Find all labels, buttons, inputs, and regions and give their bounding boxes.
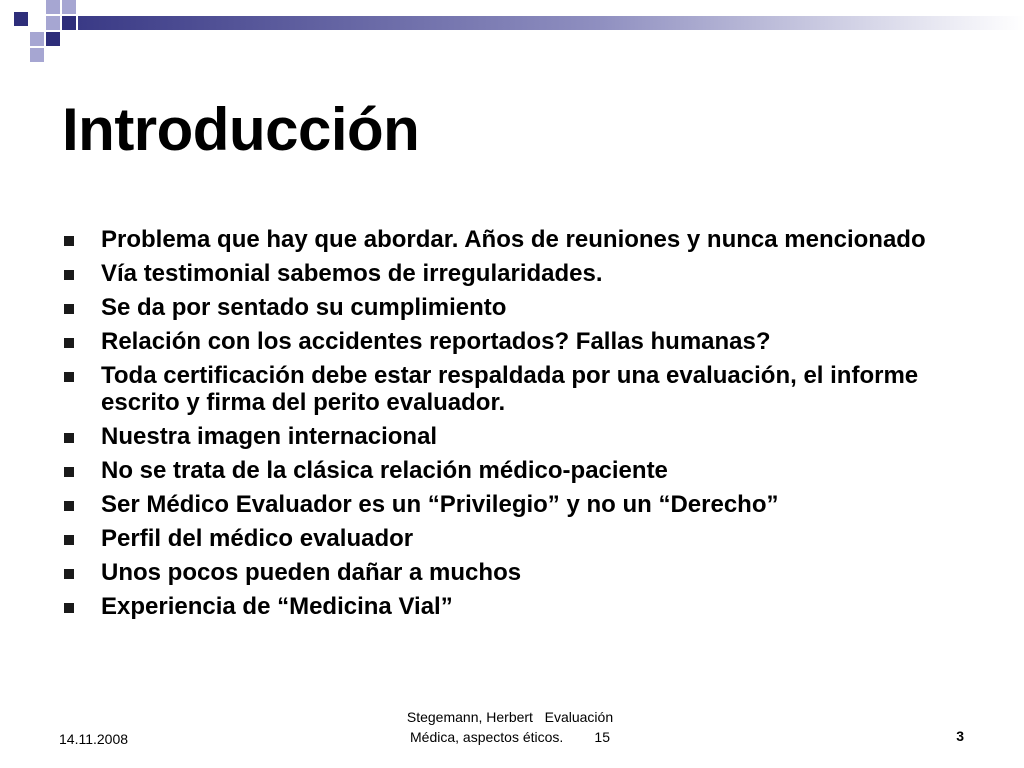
bullet-text: Vía testimonial sabemos de irregularidades. bbox=[101, 260, 603, 287]
square-bullet-icon bbox=[64, 603, 74, 613]
bullet-text: Unos pocos pueden dañar a muchos bbox=[101, 559, 522, 586]
footer-line-2: Médica, aspectos éticos. 15 bbox=[410, 729, 610, 745]
footer-date: 14.11.2008 bbox=[59, 731, 129, 747]
bullet-item bbox=[62, 260, 972, 287]
square-bullet-icon bbox=[64, 338, 74, 348]
square-bullet-icon bbox=[64, 236, 74, 246]
bullet-item bbox=[62, 457, 972, 484]
square-bullet-icon bbox=[64, 501, 74, 511]
footer-line-1: Stegemann, Herbert Evaluación bbox=[406, 709, 614, 725]
bullet-item bbox=[62, 226, 972, 253]
header-decoration-graphic bbox=[0, 0, 1024, 64]
bullet-text: Ser Médico Evaluador es un “Privilegio” y no un “Derecho” bbox=[101, 491, 779, 518]
header-decoration bbox=[0, 0, 1024, 64]
bullet-text: Relación con los accidentes reportados? Fallas humanas? bbox=[101, 328, 771, 355]
bullet-item bbox=[62, 525, 972, 552]
bullet-text: Nuestra imagen internacional bbox=[101, 423, 438, 450]
bullet-item bbox=[62, 328, 972, 355]
bullet-text: No se trata de la clásica relación médico-paciente bbox=[101, 457, 668, 484]
bullet-item bbox=[62, 559, 972, 586]
bullet-text: Perfil del médico evaluador bbox=[101, 525, 414, 552]
bullet-item bbox=[62, 362, 972, 416]
square-bullet-icon bbox=[64, 372, 74, 382]
square-bullet-icon bbox=[64, 569, 74, 579]
bullet-list bbox=[62, 226, 972, 627]
square-bullet-icon bbox=[64, 304, 74, 314]
bullet-item bbox=[62, 491, 972, 518]
slide-title: Introducción bbox=[62, 96, 420, 163]
square-bullet-icon bbox=[64, 467, 74, 477]
footer-author-title bbox=[350, 707, 670, 747]
bullet-item bbox=[62, 423, 972, 450]
square-bullet-icon bbox=[64, 535, 74, 545]
page-number: 3 bbox=[956, 728, 964, 744]
bullet-text: Toda certificación debe estar respaldada por una evaluación, el informe escrito y firma del perito evaluador. bbox=[101, 362, 919, 416]
bullet-text: Se da por sentado su cumplimiento bbox=[101, 294, 507, 321]
square-bullet-icon bbox=[64, 433, 74, 443]
bullet-item bbox=[62, 294, 972, 321]
bullet-item bbox=[62, 593, 972, 620]
square-bullet-icon bbox=[64, 270, 74, 280]
bullet-text: Problema que hay que abordar. Años de reuniones y nunca mencionado bbox=[101, 226, 926, 253]
bullet-text: Experiencia de “Medicina Vial” bbox=[101, 593, 453, 620]
